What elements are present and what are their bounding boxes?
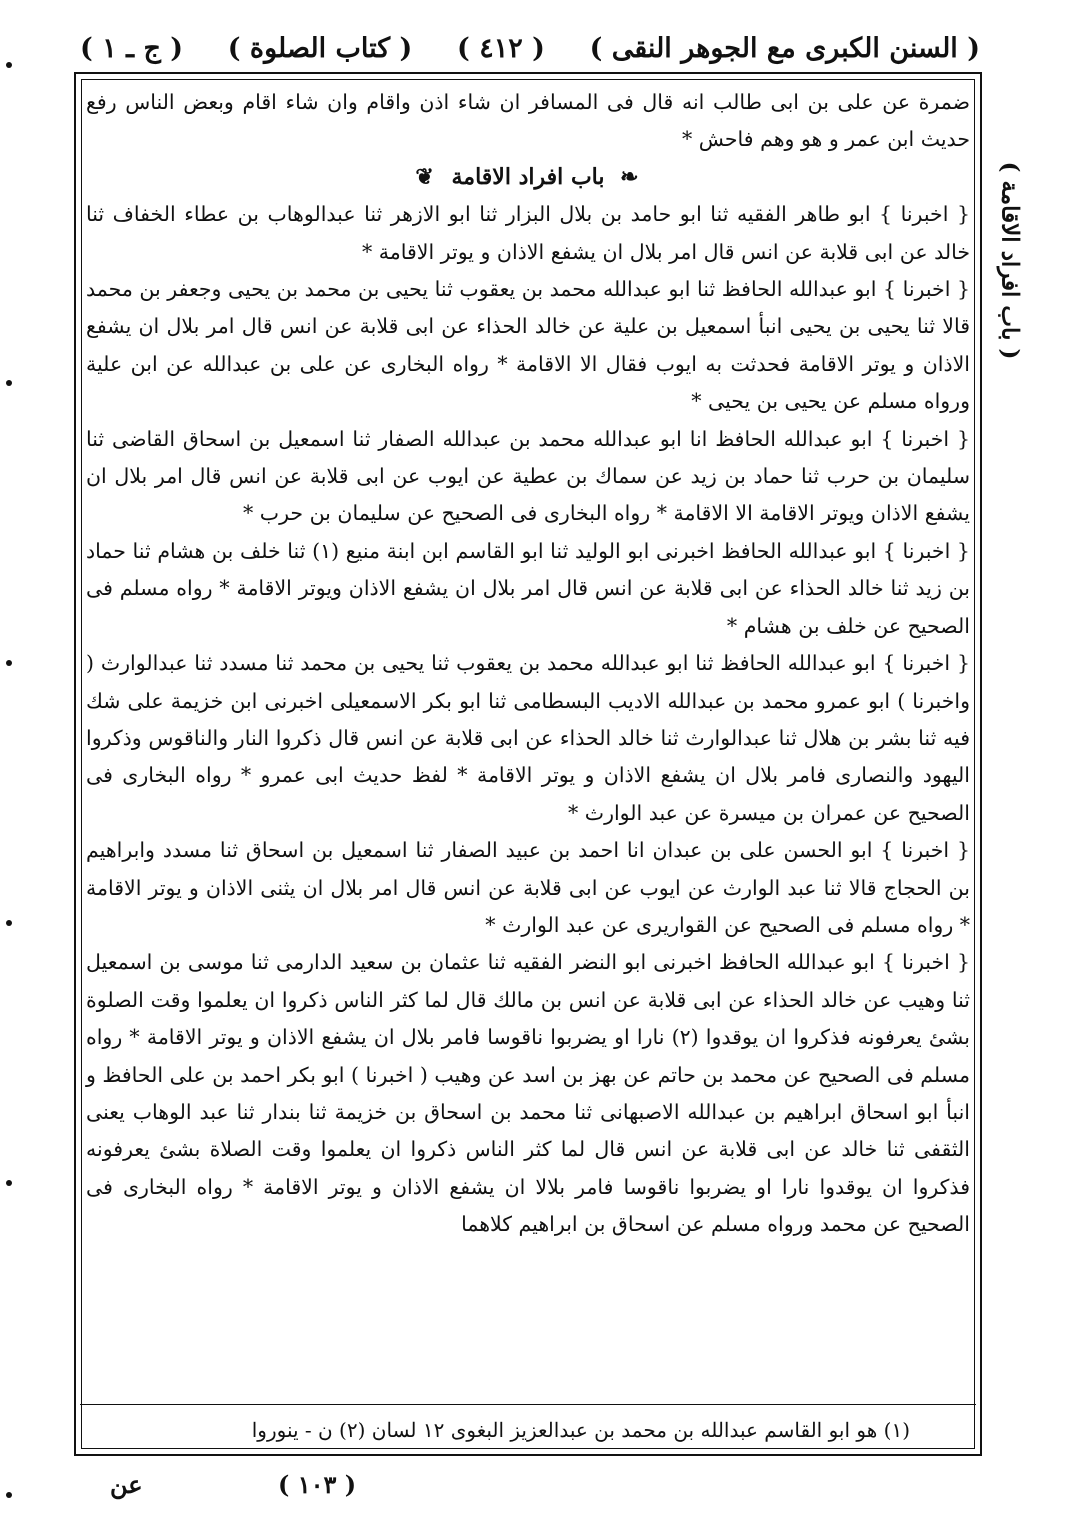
paragraph-7: { اخبرنا } ابو الحسن على بن عبدان انا احمد بن عبيد الصفار ثنا اسمعيل بن اسحاق ثنا مسدد وابراهيم بن الحجاج قالا ثنا عبد الوارث عن ايوب عن ابى قلابة عن انس قال امر بلال ان يثنى الاذان و يوتر الاقامة * رواه مسلم فى الصحيح عن القواريرى عن عبد الوارث *: [86, 838, 970, 937]
main-text: [86, 84, 970, 1244]
margin-tick: [6, 1492, 12, 1498]
page-footer: [0, 1470, 1068, 1510]
catchword: عن: [110, 1470, 143, 1499]
chapter-heading-text: باب افراد الاقامة: [451, 163, 605, 190]
footnote-divider: [80, 1404, 976, 1405]
page-header: [80, 28, 980, 68]
footer-page-number: ( ١٠٣ ): [278, 1470, 357, 1499]
paragraph-3: { اخبرنا } ابو عبدالله الحافظ ثنا ابو عبدالله محمد بن يعقوب ثنا يحيى بن محمد بن يحيى وجعفر بن محمد قالا ثنا يحيى بن يحيى انبأ اسمعيل بن علية عن خالد الحذاء عن ابى قلابة عن انس قال امر بلال ان يشفع الاذان و يوتر الاقامة فحدثت به ايوب فقال الا الاقامة * رواه البخارى عن على بن عبدالله عن ابن علية ورواه مسلم عن يحيى بن يحيى *: [86, 277, 970, 414]
margin-tick: [6, 920, 12, 926]
paragraph-2: { اخبرنا } ابو طاهر الفقيه ثنا ابو حامد بن بلال البزار ثنا ابو الازهر ثنا عبدالوهاب بن عطاء الخفاف ثنا خالد عن ابى قلابة عن انس قال امر بلال ان يشفع الاذان و يوتر الاقامة *: [86, 202, 970, 264]
margin-tick: [6, 1180, 12, 1186]
header-page-number: ( ٤١٢ ): [457, 32, 545, 64]
margin-note-text: ( باب افراد الاقامة ): [996, 161, 1024, 359]
paragraph-1: ضمرة عن على بن ابى طالب انه قال فى المسافر ان شاء اذن واقام وان شاء اقام وبعض الناس رفع حديث ابن عمر و هو وهم فاحش *: [86, 90, 970, 152]
footnotes: (١) هو ابو القاسم عبدالله بن محمد بن عبدالعزيز البغوى ١٢ لسان (٢) ن - ينوروا: [251, 1418, 910, 1442]
ornament-right-icon: ❧: [620, 163, 641, 190]
margin-tick: [6, 660, 12, 666]
paragraph-4: { اخبرنا } ابو عبدالله الحافظ انا ابو عبدالله محمد بن عبدالله الصفار ثنا اسمعيل بن اسحاق القاضى ثنا سليمان بن حرب ثنا حماد بن زيد عن سماك بن عطية عن ايوب عن ابى قلابة عن انس قال امر بلال ان يشفع الاذان ويوتر الاقامة الا الاقامة * رواه البخارى فى الصحيح عن سليمان بن حرب *: [86, 426, 970, 526]
margin-tick: [6, 62, 12, 68]
paragraph-6: { اخبرنا } ابو عبدالله الحافظ ثنا ابو عبدالله محمد بن يعقوب ثنا يحيى بن محمد ثنا مسدد ثنا عبدالوارث ( واخبرنا ) ابو عمرو محمد بن عبدالله الاديب البسطامى ثنا ابو بكر الاسمعيلى اخبرنى ابن خزيمة على شك فيه ثنا بشر بن هلال ثنا عبدالوارث ثنا خالد الحذاء عن ابى قلابة عن انس قال ذكروا النار والناقوس وذكروا اليهود والنصارى فامر بلال ان يشفع الاذان و يوتر الاقامة * لفظ حديث ابى عمرو * رواه البخارى فى الصحيح عن عمران بن ميسرة عن عبد الوارث *: [86, 651, 970, 825]
ornament-left-icon: ❦: [415, 163, 436, 190]
margin-tick: [6, 380, 12, 386]
book-title: ( السنن الكبرى مع الجوهر النقى ): [589, 32, 980, 64]
paragraph-8: { اخبرنا } ابو عبدالله الحافظ اخبرنى ابو النضر الفقيه ثنا عثمان بن سعيد الدارمى ثنا موسى بن اسمعيل ثنا وهيب عن خالد الحذاء عن ابى قلابة عن انس بن مالك قال لما كثر الناس ذكروا ان يعلموا وقت الصلوة بشئ يعرفونه فذكروا ان يوقدوا (٢) نارا او يضربوا ناقوسا فامر بلال ان يشفع الاذان و يوتر الاقامة * رواه مسلم فى الصحيح عن محمد بن حاتم عن بهز بن اسد عن وهيب ( اخبرنا ) ابو بكر احمد بن على الحافظ و انبأ ابو اسحاق ابراهيم بن عبدالله الاصبهانى ثنا محمد بن اسحاق بن خزيمة ثنا بندار ثنا عبد الوهاب يعنى الثقفى ثنا خالد عن ابى قلابة عن انس قال لما كثر الناس ذكروا ان يعلموا وقت الصلاة بشئ يعرفونه فذكروا ان يوقدوا نارا او يضربوا ناقوسا فامر بلالا ان يشفع الاذان و يوتر الاقامة * رواه البخارى فى الصحيح عن محمد ورواه مسلم عن اسحاق بن ابراهيم كلاهما: [86, 950, 970, 1237]
volume-label: ( ج ـ ١ ): [80, 32, 184, 64]
margin-note: [982, 140, 1038, 380]
chapter-heading: [86, 159, 970, 196]
paragraph-5: { اخبرنا } ابو عبدالله الحافظ اخبرنى ابو الوليد ثنا ابو القاسم ابن ابنة منيع (١) ثنا خلف بن هشام ثنا حماد بن زيد ثنا خالد الحذاء عن ابى قلابة عن انس قال امر بلال ان يشفع الاذان ويوتر الاقامة * رواه مسلم فى الصحيح عن خلف بن هشام *: [86, 538, 970, 638]
chapter-name: ( كتاب الصلوة ): [227, 32, 413, 64]
